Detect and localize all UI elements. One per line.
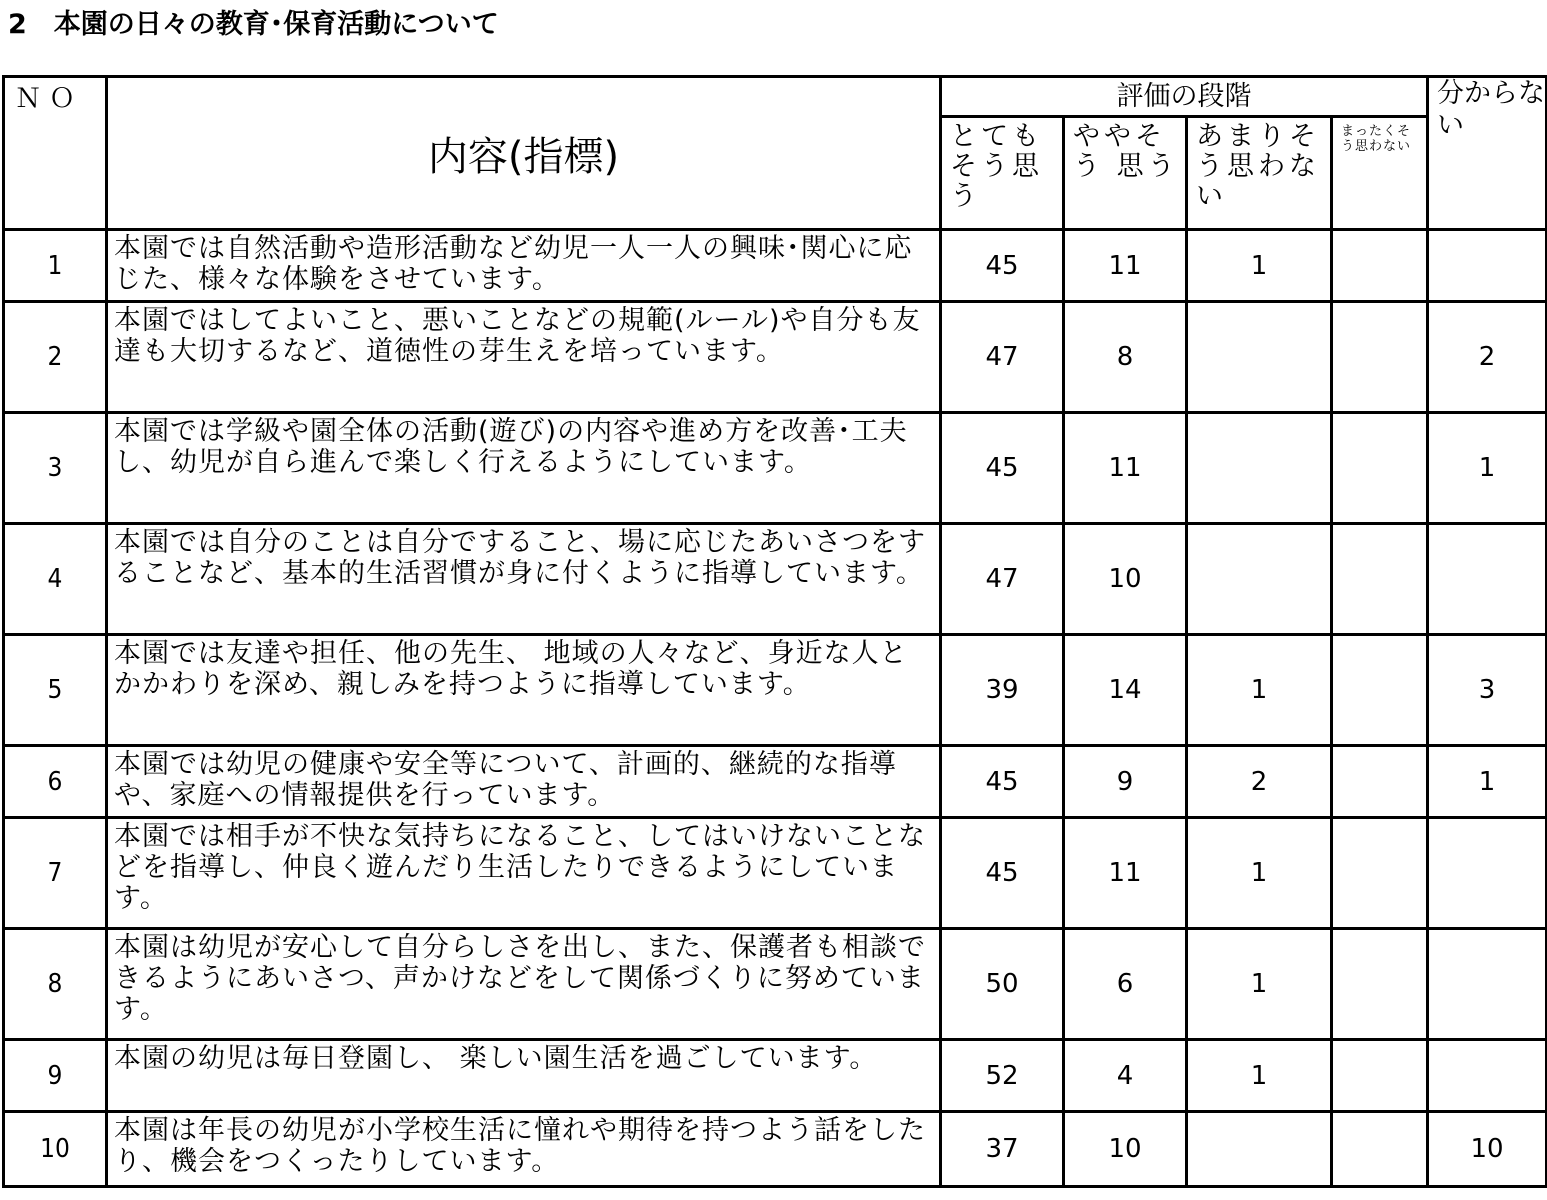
value-somewhat-disagree: 1	[1187, 230, 1332, 302]
header-rating-strongly-disagree: まったくそう思わない	[1332, 117, 1428, 230]
value-strongly-agree: 50	[941, 929, 1064, 1040]
row-content: 本園の幼児は毎日登園し、 楽しい園生活を過ごしています。	[107, 1040, 941, 1112]
value-strongly-disagree	[1332, 1040, 1428, 1112]
row-number: 6	[4, 746, 107, 818]
value-somewhat-agree: 10	[1064, 1112, 1187, 1187]
row-number: 4	[4, 524, 107, 635]
row-number: 9	[4, 1040, 107, 1112]
table-row	[4, 818, 1547, 929]
value-strongly-agree: 47	[941, 524, 1064, 635]
header-rating-strongly-agree: とても そう思う	[941, 117, 1064, 230]
value-somewhat-agree: 11	[1064, 818, 1187, 929]
row-content: 本園ではしてよいこと、悪いことなどの規範(ルール)や自分も友達も大切するなど、道徳性の芽生えを培っています。	[107, 302, 941, 413]
value-somewhat-disagree	[1187, 302, 1332, 413]
value-somewhat-agree: 4	[1064, 1040, 1187, 1112]
row-content: 本園は年長の幼児が小学校生活に憧れや期待を持つよう話をしたり、機会をつくったりしています。	[107, 1112, 941, 1187]
value-somewhat-agree: 10	[1064, 524, 1187, 635]
row-number: 8	[4, 929, 107, 1040]
value-strongly-agree: 45	[941, 413, 1064, 524]
value-unknown: 1	[1428, 413, 1547, 524]
row-content: 本園では幼児の健康や安全等について、計画的、継続的な指導や、家庭への情報提供を行っています。	[107, 746, 941, 818]
value-unknown: 1	[1428, 746, 1547, 818]
row-content: 本園では友達や担任、他の先生、 地域の人々など、身近な人とかかわりを深め、親しみを持つように指導しています。	[107, 635, 941, 746]
value-somewhat-disagree	[1187, 524, 1332, 635]
value-strongly-disagree	[1332, 413, 1428, 524]
value-unknown	[1428, 1040, 1547, 1112]
value-strongly-disagree	[1332, 1112, 1428, 1187]
row-number: 7	[4, 818, 107, 929]
value-somewhat-disagree	[1187, 413, 1332, 524]
evaluation-table	[2, 75, 1547, 1188]
value-strongly-agree: 45	[941, 230, 1064, 302]
table-row	[4, 635, 1547, 746]
value-strongly-agree: 45	[941, 818, 1064, 929]
table-row	[4, 230, 1547, 302]
value-unknown	[1428, 818, 1547, 929]
row-content: 本園では相手が不快な気持ちになること、してはいけないことなどを指導し、仲良く遊んだり生活したりできるようにしています。	[107, 818, 941, 929]
value-somewhat-disagree: 1	[1187, 635, 1332, 746]
header-content: 内容(指標)	[107, 77, 941, 230]
value-somewhat-disagree	[1187, 1112, 1332, 1187]
value-strongly-agree: 47	[941, 302, 1064, 413]
row-content: 本園は幼児が安心して自分らしさを出し、また、保護者も相談できるようにあいさつ、声かけなどをして関係づくりに努めています。	[107, 929, 941, 1040]
row-content: 本園では自然活動や造形活動など幼児一人一人の興味･関心に応じた、様々な体験をさせています。	[107, 230, 941, 302]
value-strongly-disagree	[1332, 635, 1428, 746]
value-somewhat-disagree: 1	[1187, 818, 1332, 929]
table-row	[4, 302, 1547, 413]
value-somewhat-disagree: 2	[1187, 746, 1332, 818]
value-unknown	[1428, 524, 1547, 635]
table-row	[4, 746, 1547, 818]
row-number: 3	[4, 413, 107, 524]
table-row	[4, 1040, 1547, 1112]
value-somewhat-agree: 11	[1064, 230, 1187, 302]
value-strongly-agree: 52	[941, 1040, 1064, 1112]
row-content: 本園では学級や園全体の活動(遊び)の内容や進め方を改善･工夫し、幼児が自ら進んで楽しく行えるようにしています。	[107, 413, 941, 524]
header-unknown: 分からない	[1428, 77, 1547, 230]
header-rating-somewhat-agree: ややそう 思う	[1064, 117, 1187, 230]
header-no: ＮＯ	[4, 77, 107, 230]
value-strongly-disagree	[1332, 746, 1428, 818]
value-strongly-agree: 45	[941, 746, 1064, 818]
value-somewhat-agree: 8	[1064, 302, 1187, 413]
row-number: 10	[4, 1112, 107, 1187]
header-rating-somewhat-disagree: あまりそう思わない	[1187, 117, 1332, 230]
value-unknown: 10	[1428, 1112, 1547, 1187]
row-content: 本園では自分のことは自分ですること、場に応じたあいさつをすることなど、基本的生活習慣が身に付くように指導しています。	[107, 524, 941, 635]
value-strongly-disagree	[1332, 929, 1428, 1040]
value-somewhat-disagree: 1	[1187, 929, 1332, 1040]
value-strongly-disagree	[1332, 302, 1428, 413]
row-number: 1	[4, 230, 107, 302]
value-strongly-disagree	[1332, 524, 1428, 635]
value-strongly-agree: 39	[941, 635, 1064, 746]
table-row	[4, 524, 1547, 635]
table-row	[4, 929, 1547, 1040]
value-somewhat-agree: 14	[1064, 635, 1187, 746]
value-somewhat-agree: 11	[1064, 413, 1187, 524]
row-number: 2	[4, 302, 107, 413]
value-unknown	[1428, 929, 1547, 1040]
value-somewhat-disagree: 1	[1187, 1040, 1332, 1112]
table-row	[4, 1112, 1547, 1187]
value-strongly-disagree	[1332, 230, 1428, 302]
value-strongly-disagree	[1332, 818, 1428, 929]
value-unknown: 3	[1428, 635, 1547, 746]
table-row	[4, 413, 1547, 524]
value-somewhat-agree: 6	[1064, 929, 1187, 1040]
value-somewhat-agree: 9	[1064, 746, 1187, 818]
value-unknown	[1428, 230, 1547, 302]
header-rating-group: 評価の段階	[941, 77, 1428, 117]
value-unknown: 2	[1428, 302, 1547, 413]
row-number: 5	[4, 635, 107, 746]
page-title: 2 本園の日々の教育･保育活動について	[8, 9, 499, 40]
value-strongly-agree: 37	[941, 1112, 1064, 1187]
